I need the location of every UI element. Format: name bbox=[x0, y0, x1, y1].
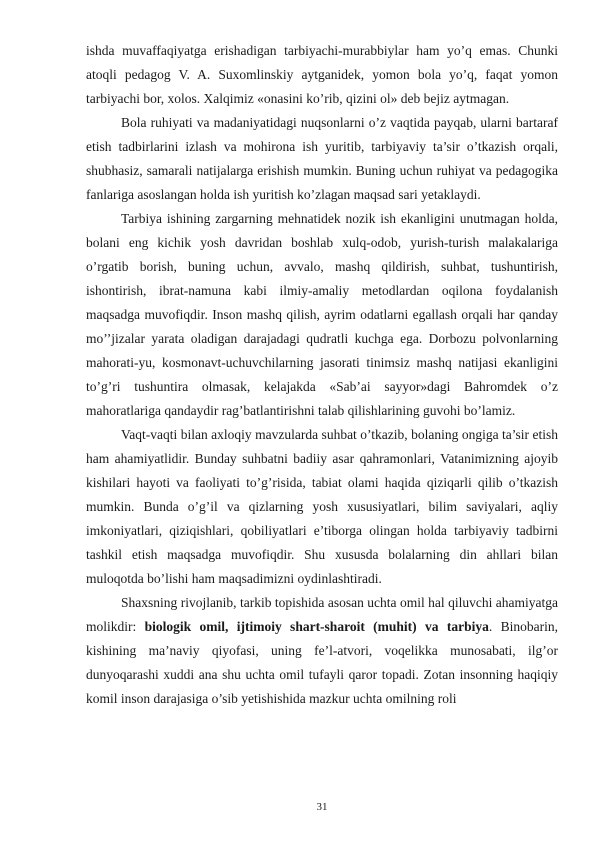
page-number: 31 bbox=[316, 801, 328, 813]
paragraph-1: ishda muvaffaqiyatga erishadigan tarbiyachi-murabbiylar ham yo’q emas. Chunki atoqli pedagog V. A. Suxomlinskiy aytganidek, yomon bola yo’q, faqat yomon tarbiyachi bor, xolos. Xalqimiz «onasini ko’rib, qizini ol» deb bejiz aytmagan. bbox=[86, 43, 558, 106]
document-page bbox=[86, 39, 558, 711]
paragraph-5-intro: Shaxsning rivojlanib, tarkib topishida asosan uchta omil hal qiluvchi ahamiyatga molikdir: bbox=[86, 595, 558, 634]
paragraph-3: Tarbiya ishining zargarning mehnatidek nozik ish ekanligini unutmagan holda, bolani eng kichik yosh davridan boshlab xulq-odob, yurish-turish malakalariga o’rgatib borish, buning uchun, avvalo, mashq qildirish, suhbat, tushuntirish, ishontirish, ibrat-namuna kabi ilmiy-amaliy metodlardan oqilona foydalanish maqsadga muvofiqdir. Inson mashq qilish, ayrim odatlarni egallash orqali har qanday mo’’jizalar yarata oladigan darajadagi qudratli kuchga ega. Dorbozu polvonlarning mahorati-yu, kosmonavt-uchuvchilarning jasorati tinimsiz mashq natijasi ekanligini to’g’ri tushuntira olmasak, kelajakda «Sab’ai sayyor»dagi Bahromdek o’z mahoratlariga qandaydir rag’batlantirishni talab qilishlarining guvohi bo’lamiz. bbox=[86, 211, 558, 418]
paragraph-5 bbox=[86, 591, 558, 711]
paragraph-5-rest: . Binobarin, kishining ma’naviy qiyofasi, uning fe’l-atvori, voqelikka munosabati, ilg’or dunyoqarashi xuddi ana shu uchta omil tufayli qaror topadi. Zotan insonning haqiqiy komil inson darajasiga o’sib yetishishida mazkur uchta omilning roli bbox=[86, 619, 558, 706]
paragraph-4: Vaqt-vaqti bilan axloqiy mavzularda suhbat o’tkazib, bolaning ongiga ta’sir etish ham ahamiyatlidir. Bunday suhbatni badiiy asar qahramonlari, Vatanimizning ajoyib kishilari hayoti va faoliyati to’g’risida, tabiat olami haqida qiziqarli qilib o’tkazish mumkin. Bunda o’g’il va qizlarning yosh xususiyatlari, bilim saviyalari, aqliy imkoniyatlari, qiziqishlari, qobiliyatlari e’tiborga olingan holda tarbiyaviy tadbirni tashkil etish maqsadga muvofiqdir. Shu xususda bolalarning din ahllari bilan muloqotda bo’lishi ham maqsadimizni oydinlashtiradi. bbox=[86, 427, 558, 586]
paragraph-5-bold-phrase: biologik omil, ijtimoiy shart-sharoit (muhit) va tarbiya bbox=[144, 619, 489, 634]
paragraph-2: Bola ruhiyati va madaniyatidagi nuqsonlarni o’z vaqtida payqab, ularni bartaraf etish tadbirlarini izlash va mohirona ish yuritib, tarbiyaviy ta’sir o’tkazish orqali, shubhasiz, samarali natijalarga erishish mumkin. Buning uchun ruhiyat va pedagogika fanlariga asoslangan holda ish yuritish ko’zlagan maqsad sari yetaklaydi. bbox=[86, 115, 558, 202]
